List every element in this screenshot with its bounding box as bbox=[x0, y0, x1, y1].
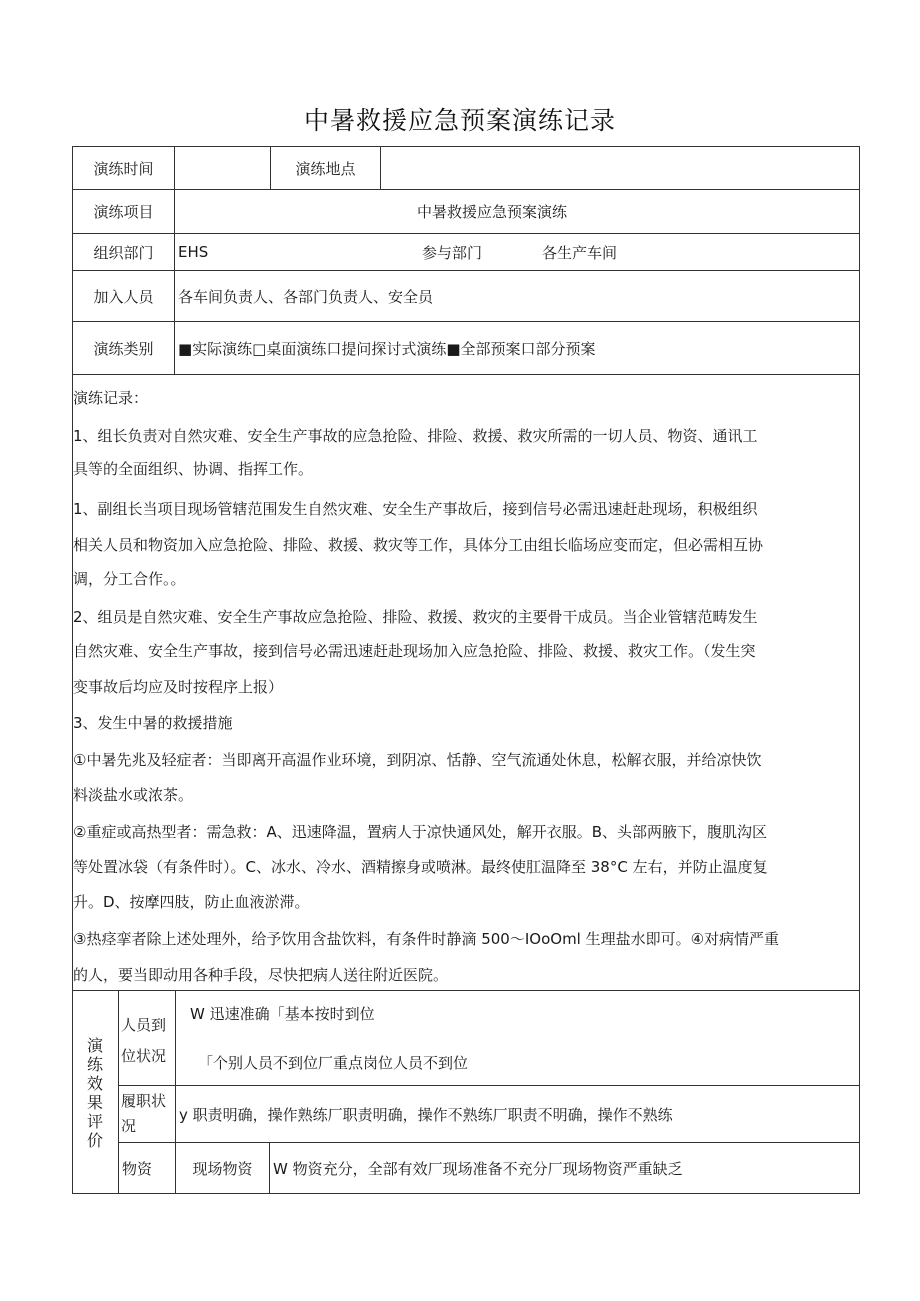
record-line: 3、发生中暑的救援措施 bbox=[73, 714, 233, 732]
place-value[interactable] bbox=[380, 146, 860, 190]
participate-label: 参与部门 bbox=[422, 243, 483, 262]
time-label: 演练时间 bbox=[72, 146, 175, 190]
participate-value: 各生产车间 bbox=[542, 243, 618, 262]
record-line: 调，分工合作。。 bbox=[73, 570, 186, 588]
category-label: 演练类别 bbox=[72, 321, 175, 375]
record-line: 的人，要当即动用各种手段，尽快把病人送往附近医院。 bbox=[73, 966, 449, 984]
time-value[interactable] bbox=[174, 146, 271, 190]
record-line: 1、副组长当项目现场管辖范围发生自然灾难、安全生产事故后，接到信号必需迅速赶赴现场，积极组织 bbox=[73, 500, 758, 518]
project-value[interactable]: 中暑救援应急预案演练 bbox=[174, 189, 860, 234]
record-line: 2、组员是自然灾难、安全生产事故应急抢险、排险、救援、救灾的主要骨干成员。当企业管辖范畴发生 bbox=[73, 608, 758, 626]
project-label: 演练项目 bbox=[72, 189, 175, 234]
record-line: 相关人员和物资加入应急抢险、排险、救援、救灾等工作，具体分工由组长临场应变而定，但必需相互协 bbox=[73, 536, 764, 554]
record-line: ②重症或高热型者：需急救：A、迅速降温，置病人于凉快通风处，解开衣服。B、头部两腋下，腹肌沟区 bbox=[73, 823, 768, 841]
record-line: 升。D、按摩四肢，防止血液淤滞。 bbox=[73, 893, 310, 911]
material-value[interactable]: W 物资充分，全部有效厂现场准备不充分厂现场物资严重缺乏 bbox=[269, 1142, 860, 1194]
material-sub-label: 现场物资 bbox=[175, 1142, 270, 1194]
arrival-option-2: 「个别人员不到位厂重点岗位人员不到位 bbox=[198, 1054, 469, 1072]
org-label: 组织部门 bbox=[72, 233, 175, 271]
duty-label: 履职状 况 bbox=[121, 1092, 167, 1135]
record-heading: 演练记录： bbox=[73, 389, 149, 407]
arrival-label: 人员到 位状况 bbox=[121, 1016, 167, 1065]
place-label: 演练地点 bbox=[270, 146, 381, 190]
record-line: 具等的全面组织、协调、指挥工作。 bbox=[73, 460, 314, 478]
record-line: ③热痉挛者除上述处理外，给予饮用含盐饮料，有条件时静滴 500～IOoOml 生理盐水即可。④对病情严重 bbox=[73, 930, 780, 948]
persons-value[interactable]: 各车间负责人、各部门负责人、安全员 bbox=[174, 270, 860, 322]
record-line: 料淡盐水或浓茶。 bbox=[73, 786, 194, 804]
record-line: 变事故后均应及时按程序上报） bbox=[73, 678, 284, 696]
record-line: 自然灾难、安全生产事故，接到信号必需迅速赶赴现场加入应急抢险、排险、救援、救灾工作。（发生突 bbox=[73, 642, 756, 660]
record-line: 等处置冰袋（有条件时）。C、冰水、冷水、酒精擦身或喷淋。最终使肛温降至 38°C 左右，并防止温度复 bbox=[73, 858, 768, 876]
material-label: 物资 bbox=[118, 1142, 176, 1194]
eval-section-label: 演 练 效 果 评 价 bbox=[86, 1036, 103, 1150]
org-value-text: EHS bbox=[178, 243, 209, 261]
arrival-option-1: W 迅速准确「基本按时到位 bbox=[190, 1005, 375, 1023]
persons-label: 加入人员 bbox=[72, 270, 175, 322]
org-value[interactable] bbox=[174, 233, 860, 271]
record-line: ①中暑先兆及轻症者：当即离开高温作业环境，到阴凉、恬静、空气流通处休息，松解衣服，并给凉快饮 bbox=[73, 751, 762, 769]
category-value[interactable]: ■实际演练□桌面演练口提问探讨式演练■全部预案口部分预案 bbox=[174, 321, 860, 375]
record-line: 1、组长负责对自然灾难、安全生产事故的应急抢险、排险、救援、救灾所需的一切人员、物资、通讯工 bbox=[73, 427, 758, 445]
duty-value[interactable]: y 职责明确，操作熟练厂职责明确，操作不熟练厂职责不明确，操作不熟练 bbox=[175, 1085, 860, 1143]
page-title: 中暑救援应急预案演练记录 bbox=[303, 106, 616, 135]
